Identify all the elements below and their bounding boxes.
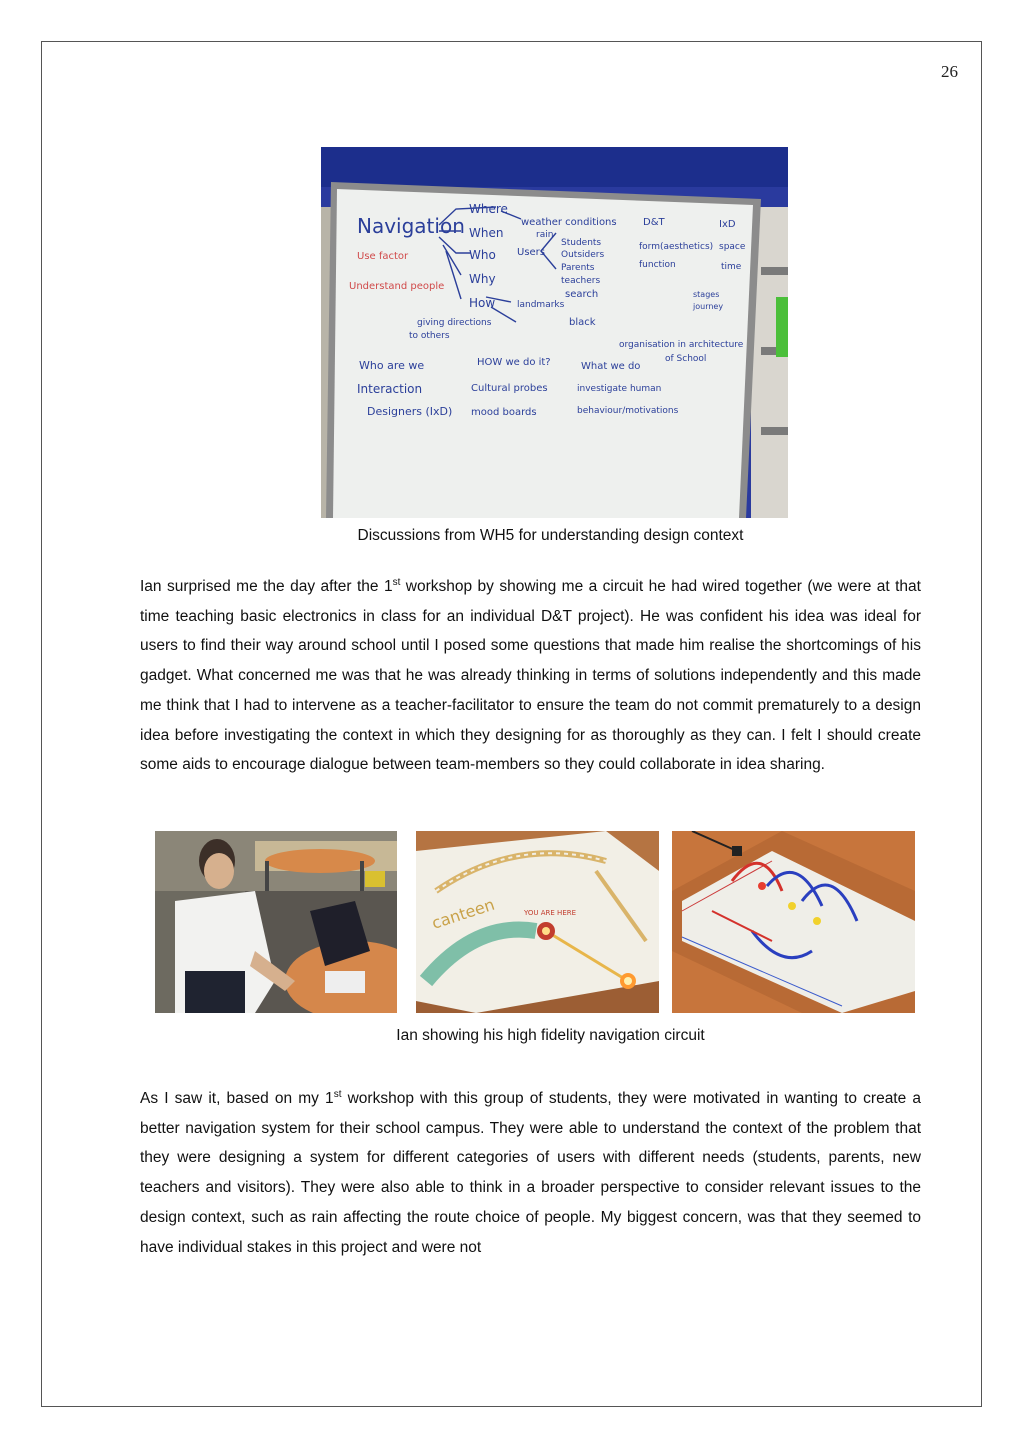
wb-investigate: investigate human <box>577 384 662 394</box>
wb-journey: journey <box>693 302 724 311</box>
wb-how: How <box>469 296 496 310</box>
wb-dt: D&T <box>643 217 665 228</box>
wb-use-factor: Use factor <box>357 251 409 262</box>
wb-cultural: Cultural probes <box>471 383 548 394</box>
wb-form: form(aesthetics) <box>639 242 714 252</box>
wb-user-1: Outsiders <box>561 250 605 260</box>
wb-who-are-we: Who are we <box>359 359 425 372</box>
wb-behaviour: behaviour/motivations <box>577 406 679 416</box>
wb-search: search <box>565 289 599 300</box>
wb-rain: rain <box>536 230 554 240</box>
wb-users: Users <box>517 247 546 258</box>
figure2-caption: Ian showing his high fidelity navigation circuit <box>396 1027 705 1044</box>
figure1-caption: Discussions from WH5 for understanding design context <box>357 527 744 544</box>
wb-giving: giving directions <box>417 318 492 328</box>
model-illustration <box>416 831 659 1013</box>
wb-stages: stages <box>693 290 720 299</box>
wb-what-we-do: What we do <box>581 361 641 372</box>
wb-user-3: teachers <box>561 276 601 286</box>
paragraph-1: Ian surprised me the day after the 1st workshop by showing me a circuit he had wired together (we were at that time teaching basic electronics in class for an individual D&T project). He was confident his idea was ideal for users to find their way around school until I posed some questions that made him realise the shortcomings of his gadget. What concerned me was that he was already thinking in terms of solutions independently and this made me think that I had to intervene as a teacher-facilitator to ensure the team do not commit prematurely to a design idea before investigating the context in which they designing for as thoroughly as they can. I felt I should create some aids to encourage dialogue between team-members so they could collaborate in idea sharing. <box>140 576 921 774</box>
wb-weather: weather conditions <box>521 217 617 228</box>
page-number: 26 <box>941 62 958 81</box>
wb-title: Navigation <box>357 214 465 238</box>
wb-function: function <box>639 260 676 270</box>
wb-black: black <box>569 317 596 328</box>
wb-how-do-it: HOW we do it? <box>477 357 551 368</box>
model-photo <box>416 831 659 1013</box>
whiteboard-photo <box>321 147 788 518</box>
wb-interaction: Interaction <box>357 382 423 396</box>
student-illustration <box>155 831 397 1013</box>
wb-of-school: of School <box>665 354 707 364</box>
wb-time: time <box>721 262 742 272</box>
wb-user-2: Parents <box>561 263 595 273</box>
wb-when: When <box>469 226 504 240</box>
breadboard-illustration <box>672 831 915 1013</box>
wb-designers: Designers (IxD) <box>367 405 453 418</box>
model-you-are-here: YOU ARE HERE <box>524 909 577 917</box>
wb-who: Who <box>469 248 496 262</box>
wb-to-others: to others <box>409 331 450 341</box>
model-canteen-label: canteen <box>429 894 497 933</box>
wb-where: Where <box>469 202 508 216</box>
whiteboard-illustration <box>321 147 788 518</box>
paragraph-2: As I saw it, based on my 1st workshop with this group of students, they were motivated in wanting to create a better navigation system for their school campus. They were able to understand the context of the problem that they were designing a system for different categories of users with different needs (students, parents, new teachers and visitors). They were also able to think in a broader perspective to consider relevant issues to the design context, such as rain affecting the route choice of people. My biggest concern, was that they seemed to have individual stakes in this project and were not <box>140 1088 921 1256</box>
wb-landmarks: landmarks <box>517 300 565 310</box>
wb-space: space <box>719 242 746 252</box>
wb-mood: mood boards <box>471 407 537 418</box>
wb-user-0: Students <box>561 238 602 248</box>
wb-understand: Understand people <box>349 281 445 292</box>
breadboard-photo <box>672 831 915 1013</box>
student-photo <box>155 831 397 1013</box>
wb-org: organisation in architecture <box>619 340 744 350</box>
wb-ixd: IxD <box>719 219 736 230</box>
wb-why: Why <box>469 272 496 286</box>
